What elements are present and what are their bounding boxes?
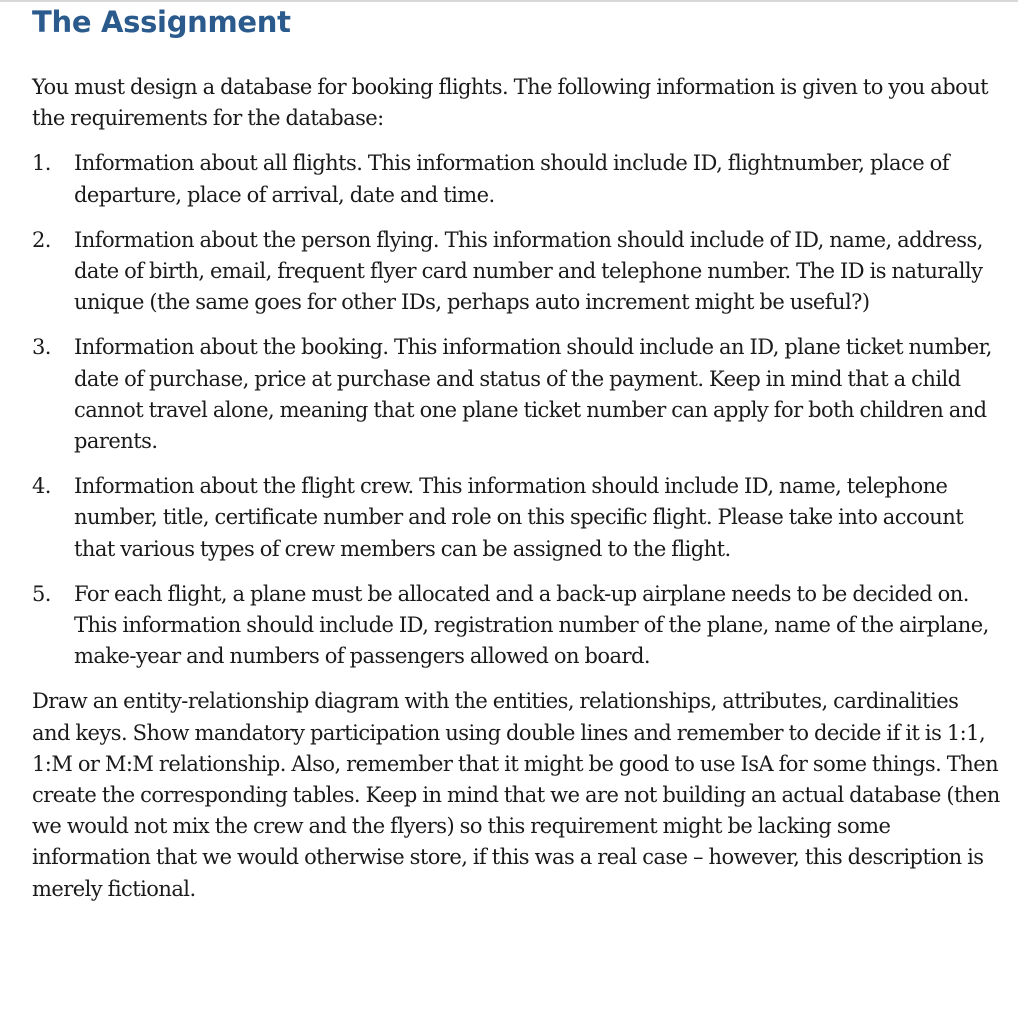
list-item-number: 5. bbox=[32, 581, 51, 606]
list-item bbox=[32, 579, 1000, 673]
list-item-text: Information about the booking. This information should include an ID, plane ticket number, date of purchase, price at purchase and status of the payment. Keep in mind that a child cannot travel alone, meaning that one plane ticket number can apply for both children and parents. bbox=[74, 335, 992, 454]
list-item-number: 2. bbox=[32, 227, 51, 252]
document-heading: The Assignment bbox=[32, 5, 291, 39]
list-item-text: Information about all flights. This information should include ID, flightnumber, place of departure, place of arrival, date and time. bbox=[74, 151, 949, 207]
closing-paragraph: Draw an entity-relationship diagram with the entities, relationships, attributes, cardinalities and keys. Show mandatory participation using double lines and remember to decide if it is 1:1, 1:M or M:M relationship. Also, remember that it might be good to use IsA for some things. Then create the corresponding tables. Keep in mind that we are not building an actual database (then we would not mix the crew and the flyers) so this requirement might be lacking some information that we would otherwise store, if this was a real case – however, this description is merely fictional. bbox=[32, 689, 1000, 901]
document-body bbox=[32, 72, 1000, 905]
list-item-number: 1. bbox=[32, 151, 51, 176]
list-item bbox=[32, 332, 1000, 457]
list-item bbox=[32, 225, 1000, 319]
list-item-text: For each flight, a plane must be allocated and a back-up airplane needs to be decided on. This information should include ID, registration number of the plane, name of the airplane, make-year and numbers of passengers allowed on board. bbox=[74, 581, 989, 669]
list-item bbox=[32, 471, 1000, 565]
list-item-text: Information about the person flying. This information should include of ID, name, address, date of birth, email, frequent flyer card number and telephone number. The ID is naturally unique (the same goes for other IDs, perhaps auto increment might be useful?) bbox=[74, 227, 983, 315]
list-item-text: Information about the flight crew. This information should include ID, name, telephone number, title, certificate number and role on this specific flight. Please take into account that various types of crew members can be assigned to the flight. bbox=[74, 474, 964, 561]
requirements-list bbox=[32, 148, 1000, 672]
list-item-number: 3. bbox=[32, 335, 51, 360]
intro-paragraph: You must design a database for booking flights. The following information is given to you about the requirements for the database: bbox=[32, 75, 989, 131]
list-item-number: 4. bbox=[32, 474, 51, 499]
list-item bbox=[32, 148, 1000, 210]
